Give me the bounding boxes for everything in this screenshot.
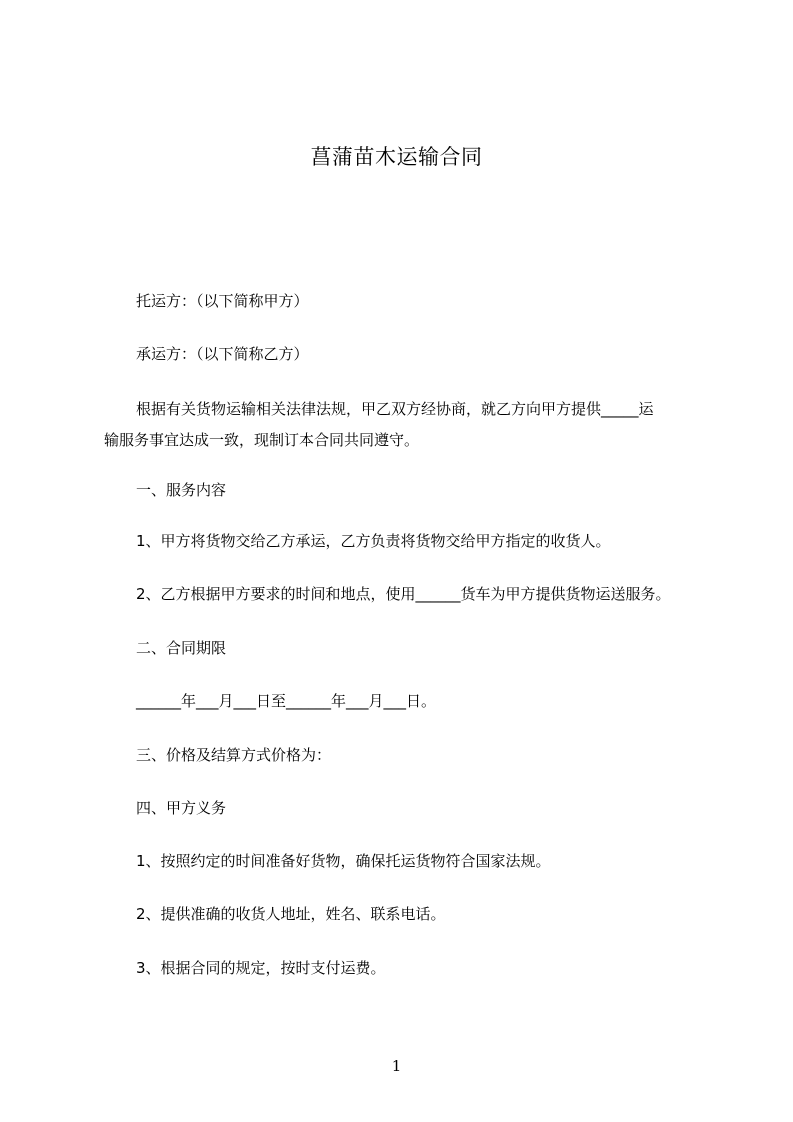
section-heading-services: 一、服务内容: [136, 481, 227, 499]
section-heading-term: 二、合同期限: [136, 639, 227, 657]
intro-line-2: 输服务事宜达成一致，现制订本合同共同遵守。: [104, 431, 420, 449]
shipper-line: 托运方：（以下简称甲方）: [136, 292, 309, 310]
page-number: 1: [391, 1057, 402, 1075]
document-title: 菖蒲苗木运输合同: [310, 145, 483, 169]
intro-paragraph: [104, 394, 700, 456]
section-heading-price: 三、价格及结算方式价格为：: [136, 746, 332, 764]
section-heading-party-a-duties: 四、甲方义务: [136, 799, 227, 817]
party-a-duty-3: 3、根据合同的规定，按时支付运费。: [136, 959, 386, 977]
contract-period: ______年___月___日至______年___月___日。: [136, 692, 437, 710]
party-a-duty-1: 1、按照约定的时间准备好货物，确保托运货物符合国家法规。: [136, 852, 551, 870]
carrier-line: 承运方：（以下简称乙方）: [136, 345, 309, 363]
services-item-2: 2、乙方根据甲方要求的时间和地点，使用______货车为甲方提供货物运送服务。: [136, 585, 671, 603]
intro-line-1: 根据有关货物运输相关法律法规，甲乙双方经协商，就乙方向甲方提供_____运: [136, 400, 654, 418]
party-a-duty-2: 2、提供准确的收货人地址，姓名、联系电话。: [136, 905, 446, 923]
services-item-1: 1、甲方将货物交给乙方承运，乙方负责将货物交给甲方指定的收货人。: [136, 532, 611, 550]
